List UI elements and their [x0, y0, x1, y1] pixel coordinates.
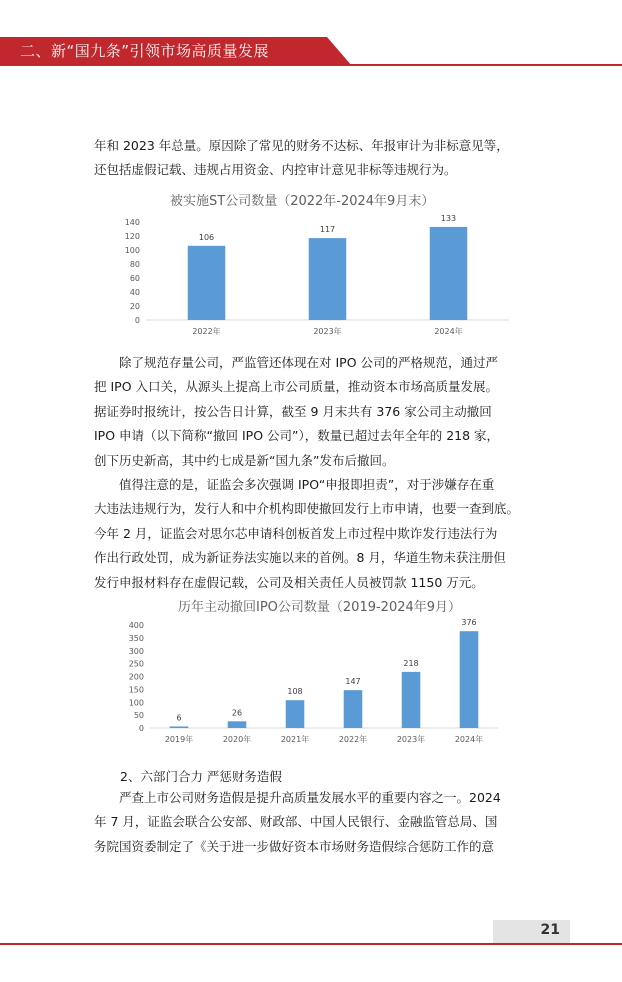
bar	[170, 726, 189, 728]
text-line: 作出行政处罚，成为新证券法实施以来的首例。8 月，华道生物未获注册但	[94, 550, 506, 566]
page-number-box	[493, 920, 570, 943]
x-tick-label: 2024年	[454, 735, 484, 744]
y-tick-label: 140	[124, 218, 140, 227]
data-label: 218	[403, 658, 419, 668]
y-tick-label: 100	[124, 246, 140, 255]
data-label: 106	[198, 232, 215, 242]
data-label: 108	[287, 687, 303, 697]
page-number: 21	[540, 922, 560, 938]
data-label: 147	[345, 677, 361, 687]
y-tick-label: 50	[133, 711, 144, 721]
y-tick-label: 150	[128, 685, 144, 695]
y-tick-label: 250	[128, 659, 144, 669]
paragraph-2	[94, 351, 532, 595]
y-tick-label: 60	[129, 274, 140, 283]
text-line: 除了规范存量公司，严监管还体现在对 IPO 公司的严格规范，通过严	[94, 355, 499, 370]
data-label: 376	[461, 618, 477, 628]
section-title: 二、新“国九条”引领市场高质量发展	[20, 42, 270, 60]
x-tick-label: 2022年	[192, 327, 221, 336]
text-line: 发行申报材料存在虚假记载，公司及相关责任人员被罚款 1150 万元。	[94, 574, 484, 590]
x-tick-label: 2021年	[280, 735, 310, 744]
bar	[309, 238, 347, 320]
paragraph-1	[94, 134, 532, 183]
y-tick-label: 350	[128, 633, 144, 643]
y-tick-label: 400	[128, 621, 144, 630]
text-line: IPO 申请（以下简称“撤回 IPO 公司”），数量已超过去年全年的 218 家，	[94, 428, 500, 444]
data-label: 133	[440, 213, 457, 223]
footer-divider	[0, 943, 622, 945]
chart-2-title: 历年主动撤回IPO公司数量（2019-2024年9月）	[178, 600, 462, 615]
text-line: 年和 2023 年总量。原因除了常见的财务不达标、年报审计为非标意见等，	[94, 138, 509, 153]
x-tick-label: 2023年	[313, 327, 342, 336]
y-tick-label: 200	[128, 672, 144, 682]
text-line: 大违法违规行为，发行人和中介机构即使撤回发行上市申请，也要一查到底。	[94, 501, 520, 517]
paragraph-3	[94, 786, 532, 859]
y-tick-label: 120	[124, 232, 140, 241]
text-line: 创下历史新高，其中约七成是新“国九条”发布后撤回。	[94, 452, 395, 468]
x-tick-label: 2020年	[222, 735, 252, 744]
text-line: 严查上市公司财务造假是提升高质量发展水平的重要内容之一。2024	[94, 790, 501, 805]
bar	[228, 721, 247, 728]
chart-1-title: 被实施ST公司数量（2022年-2024年9月末）	[170, 194, 435, 209]
text-line: 务院国资委制定了《关于进一步做好资本市场财务造假综合惩防工作的意	[94, 838, 495, 854]
y-tick-label: 40	[129, 288, 140, 297]
text-line: 还包括虚假记载、违规占用资金、内控审计意见非标等违规行为。	[94, 162, 457, 178]
text-line: 今年 2 月，证监会对思尔芯申请科创板首发上市过程中欺诈发行违法行为	[94, 525, 498, 541]
text-line: 值得注意的是，证监会多次强调 IPO“申报即担责”，对于涉嫌存在重	[94, 477, 495, 493]
x-tick-label: 2022年	[338, 735, 368, 744]
bar	[286, 700, 305, 728]
chart-ipo-withdrawals	[100, 615, 520, 755]
x-tick-label: 2024年	[434, 327, 463, 336]
bar	[188, 246, 226, 320]
y-tick-label: 20	[129, 302, 140, 311]
x-tick-label: 2019年	[164, 735, 194, 744]
text-line: 年 7 月，证监会联合公安部、财政部、中国人民银行、金融监管总局、国	[94, 814, 498, 830]
data-label: 6	[176, 713, 182, 723]
bar	[402, 672, 421, 728]
bar	[430, 227, 468, 320]
bar	[460, 631, 479, 728]
y-tick-label: 0	[138, 724, 144, 733]
y-tick-label: 0	[134, 316, 140, 325]
y-tick-label: 80	[129, 260, 140, 269]
data-label: 117	[319, 225, 336, 235]
bar	[344, 690, 363, 728]
y-tick-label: 300	[128, 646, 144, 656]
x-tick-label: 2023年	[396, 735, 426, 744]
y-tick-label: 100	[128, 698, 144, 708]
section-2-heading: 2、六部门合力 严惩财务造假	[120, 769, 282, 784]
text-line: 把 IPO 入口关，从源头上提高上市公司质量，推动资本市场高质量发展。	[94, 379, 499, 395]
header-divider	[0, 64, 622, 66]
chart-st-companies	[100, 212, 520, 347]
data-label: 26	[231, 708, 243, 718]
text-line: 据证券时报统计，按公告日计算，截至 9 月末共有 376 家公司主动撤回	[94, 403, 492, 419]
